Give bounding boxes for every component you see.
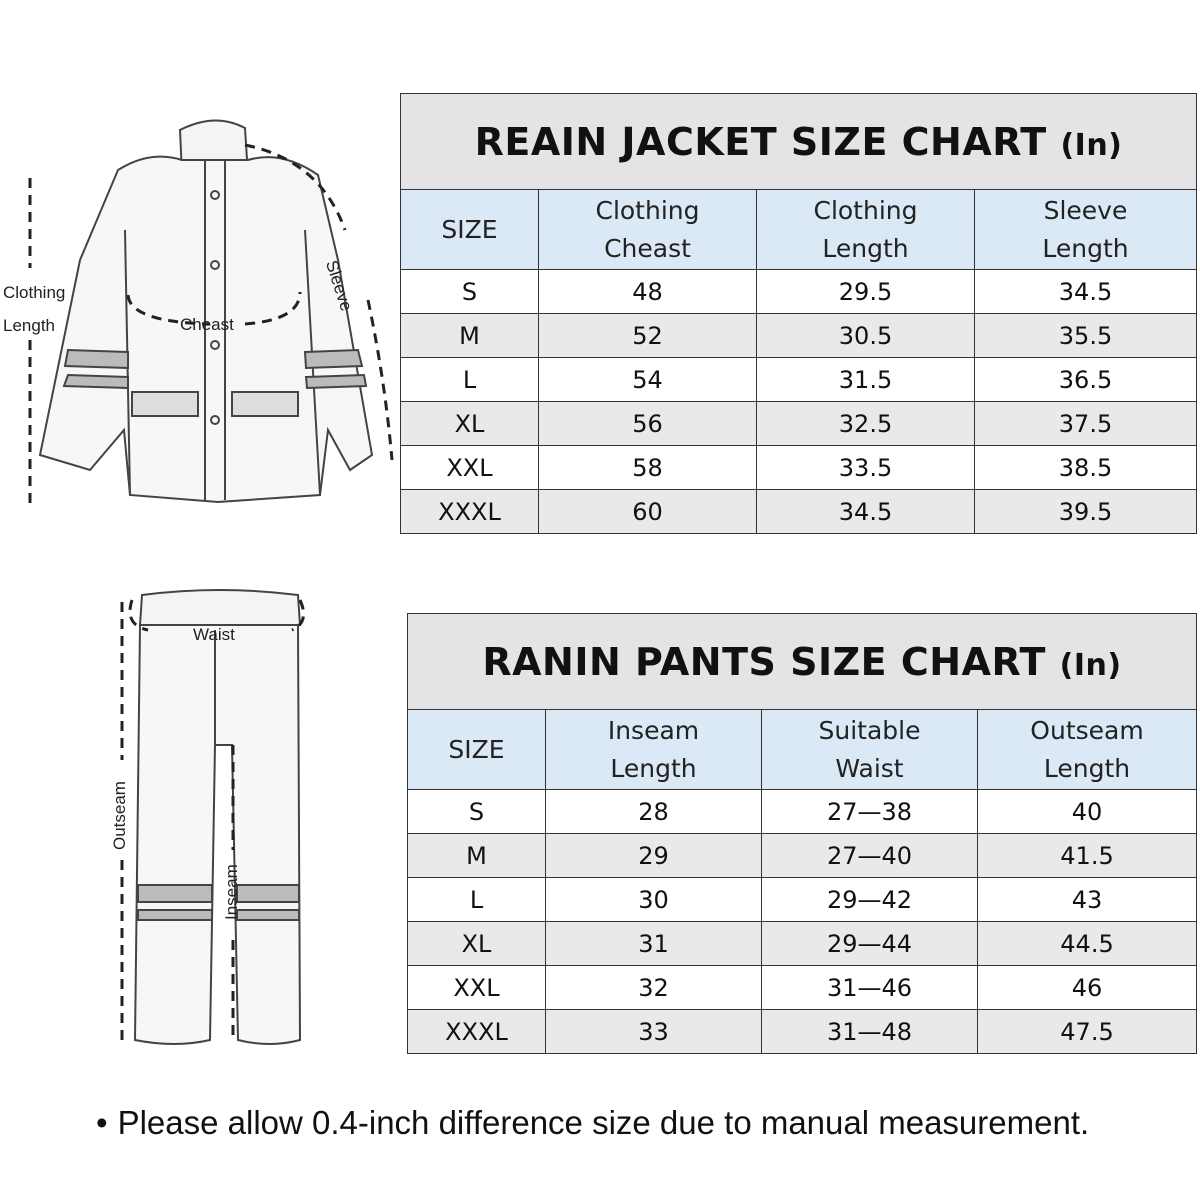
value-cell: 36.5 [975, 358, 1197, 402]
size-cell: XXXL [401, 490, 539, 534]
value-cell: 27—40 [762, 834, 978, 878]
size-cell: M [401, 314, 539, 358]
pants-header-text: SIZE [448, 734, 505, 764]
jacket-header-text: Clothing [813, 195, 918, 225]
value-cell: 29 [546, 834, 762, 878]
value-cell: 29.5 [757, 270, 975, 314]
value-cell: 33 [546, 1010, 762, 1054]
value-cell: 35.5 [975, 314, 1197, 358]
value-cell: 60 [539, 490, 757, 534]
table-row [408, 966, 1197, 1010]
jacket-header-col-1 [539, 190, 757, 270]
size-cell: M [408, 834, 546, 878]
value-cell: 46 [978, 966, 1197, 1010]
pants-header-text: Waist [835, 753, 904, 783]
value-cell: 32 [546, 966, 762, 1010]
value-cell: 44.5 [978, 922, 1197, 966]
size-cell: XL [408, 922, 546, 966]
pants-header-col-2 [762, 710, 978, 790]
table-row [408, 1010, 1197, 1054]
clothing-length-label-line1: Clothing [3, 283, 66, 302]
value-cell: 31.5 [757, 358, 975, 402]
table-row [401, 358, 1197, 402]
pants-size-chart [407, 613, 1197, 1054]
pants-header-text: Length [1043, 753, 1131, 783]
jacket-header-text: SIZE [441, 214, 498, 244]
table-row [401, 490, 1197, 534]
value-cell: 43 [978, 878, 1197, 922]
table-row [408, 790, 1197, 834]
clothing-length-label-line2: Length [3, 316, 55, 335]
value-cell: 32.5 [757, 402, 975, 446]
table-row [401, 314, 1197, 358]
jacket-chart-title-text: REAIN JACKET SIZE CHART [474, 119, 1047, 164]
pants-chart-title [408, 614, 1197, 710]
table-row [408, 834, 1197, 878]
value-cell: 30.5 [757, 314, 975, 358]
pants-header-col-3 [978, 710, 1197, 790]
jacket-header-col-2 [757, 190, 975, 270]
value-cell: 31—48 [762, 1010, 978, 1054]
jacket-chart-title [401, 94, 1197, 190]
value-cell: 40 [978, 790, 1197, 834]
note-bullet: • [96, 1104, 108, 1141]
jacket-chart-unit: (In) [1060, 127, 1123, 163]
value-cell: 47.5 [978, 1010, 1197, 1054]
jacket-header-text: Length [822, 233, 909, 263]
chest-label: Cheast [180, 315, 234, 334]
jacket-header-col-0 [401, 190, 539, 270]
pants-header-text: Suitable [818, 715, 921, 745]
value-cell: 37.5 [975, 402, 1197, 446]
table-row [408, 922, 1197, 966]
size-cell: XXL [408, 966, 546, 1010]
value-cell: 41.5 [978, 834, 1197, 878]
outseam-label: Outseam [110, 781, 129, 850]
pants-illustration [0, 580, 320, 1100]
value-cell: 28 [546, 790, 762, 834]
inseam-label: Inseam [222, 864, 241, 920]
value-cell: 31 [546, 922, 762, 966]
measurement-note [96, 1104, 1089, 1142]
pants-header-text: Length [610, 753, 697, 783]
size-cell: XXL [401, 446, 539, 490]
pants-header-text: Inseam [607, 715, 700, 745]
table-row [401, 270, 1197, 314]
size-cell: L [401, 358, 539, 402]
size-cell: S [401, 270, 539, 314]
pants-chart-unit: (In) [1059, 647, 1122, 683]
sleeve-label: Sleeve [321, 258, 357, 314]
value-cell: 38.5 [975, 446, 1197, 490]
value-cell: 54 [539, 358, 757, 402]
value-cell: 31—46 [762, 966, 978, 1010]
jacket-size-chart [400, 93, 1197, 534]
pants-header-col-0 [408, 710, 546, 790]
jacket-header-text: Cheast [604, 233, 691, 263]
value-cell: 56 [539, 402, 757, 446]
value-cell: 29—44 [762, 922, 978, 966]
note-text: Please allow 0.4-inch difference size due to manual measurement. [117, 1104, 1090, 1141]
table-row [401, 402, 1197, 446]
value-cell: 34.5 [757, 490, 975, 534]
value-cell: 39.5 [975, 490, 1197, 534]
pants-header-col-1 [546, 710, 762, 790]
value-cell: 52 [539, 314, 757, 358]
table-row [401, 446, 1197, 490]
value-cell: 48 [539, 270, 757, 314]
size-cell: XXXL [408, 1010, 546, 1054]
jacket-header-col-3 [975, 190, 1197, 270]
size-cell: XL [401, 402, 539, 446]
pants-chart-title-text: RANIN PANTS SIZE CHART [482, 639, 1046, 684]
value-cell: 27—38 [762, 790, 978, 834]
pants-header-text: Outseam [1030, 715, 1144, 745]
jacket-header-text: Sleeve [1043, 195, 1128, 225]
value-cell: 30 [546, 878, 762, 922]
jacket-header-text: Length [1042, 233, 1129, 263]
size-cell: L [408, 878, 546, 922]
jacket-header-text: Clothing [595, 195, 700, 225]
value-cell: 33.5 [757, 446, 975, 490]
table-row [408, 878, 1197, 922]
value-cell: 29—42 [762, 878, 978, 922]
size-cell: S [408, 790, 546, 834]
value-cell: 34.5 [975, 270, 1197, 314]
value-cell: 58 [539, 446, 757, 490]
waist-label: Waist [193, 625, 235, 644]
